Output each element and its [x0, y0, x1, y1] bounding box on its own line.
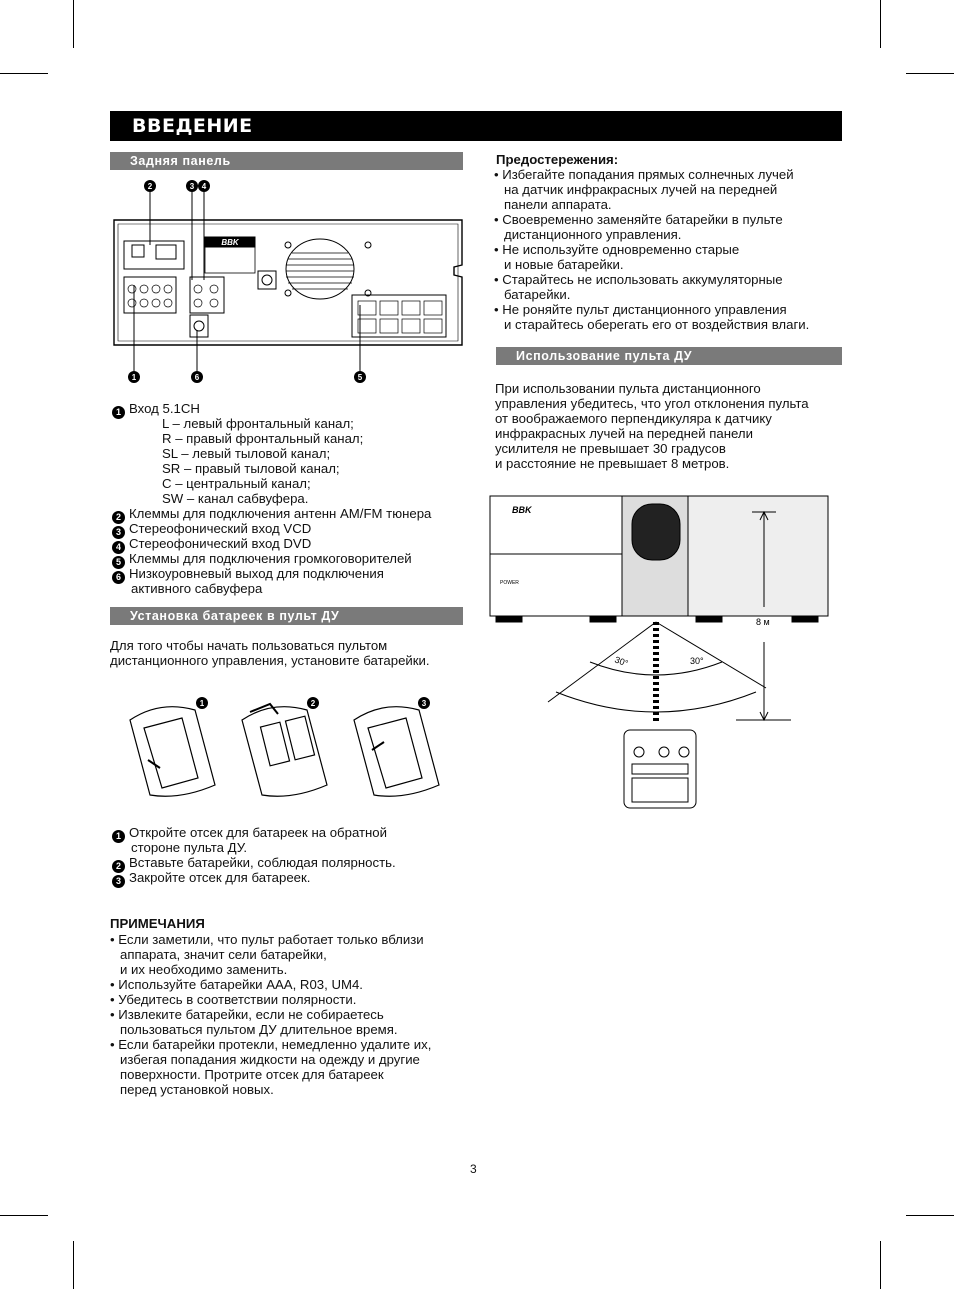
warning-line: панели аппарата.	[504, 197, 612, 212]
list-item	[112, 536, 431, 551]
number-badge: 3	[112, 526, 125, 539]
number-badge: 4	[112, 541, 125, 554]
list-item	[112, 431, 431, 446]
rear-panel-diagram	[110, 175, 470, 390]
remote-control	[624, 730, 696, 808]
angle-right-label: 30°	[690, 656, 704, 666]
list-item	[112, 855, 396, 870]
list-item	[112, 825, 396, 840]
crop-mark	[0, 1215, 48, 1216]
warning-line: • Своевременно заменяйте батарейки в пульте	[494, 212, 783, 227]
callout-label-4: 4	[201, 182, 207, 191]
callout-label-1: 1	[131, 373, 137, 382]
list-item	[112, 566, 431, 581]
batteries-heading: Установка батареек в пульт ДУ	[110, 607, 463, 625]
callout-label-3: 3	[189, 182, 195, 191]
list-item	[112, 840, 396, 855]
list-item-text: C – центральный канал;	[162, 476, 311, 491]
list-item	[112, 401, 431, 416]
warning-line: • Старайтесь не использовать аккумуляторные	[494, 272, 783, 287]
number-badge: 2	[112, 511, 125, 524]
rear-panel-list	[112, 401, 431, 596]
callout-label-5: 5	[357, 373, 363, 382]
crop-mark	[880, 0, 881, 48]
note-line: • Убедитесь в соответствии полярности.	[110, 992, 357, 1007]
remote-usage-paragraph	[495, 381, 809, 471]
list-item	[112, 521, 431, 536]
warning-line: • Не роняйте пульт дистанционного управления	[494, 302, 787, 317]
callout-label-2: 2	[147, 182, 153, 191]
list-item	[112, 506, 431, 521]
warning-line: и новые батарейки.	[504, 257, 624, 272]
batteries-intro-line: Для того чтобы начать пользоваться пультом	[110, 638, 388, 653]
paragraph-line: от воображаемого перпендикуляра к датчику	[495, 411, 772, 426]
warning-line: • Не используйте одновременно старые	[494, 242, 740, 257]
note-line: • Если батарейки протекли, немедленно удалите их,	[110, 1037, 432, 1052]
distance-label: 8 м	[756, 617, 770, 627]
left-unit	[490, 496, 622, 616]
paragraph-line: инфракрасных лучей на передней панели	[495, 426, 753, 441]
figure-label-2: 2	[310, 699, 316, 708]
angle-left-label: 30°	[613, 654, 630, 669]
number-badge: 6	[112, 571, 125, 584]
warning-line: дистанционного управления.	[504, 227, 682, 242]
list-item	[112, 446, 431, 461]
list-item	[112, 491, 431, 506]
rear-panel-heading: Задняя панель	[110, 152, 463, 170]
number-badge: 1	[112, 406, 125, 419]
notes-list	[110, 932, 431, 1097]
remote-usage-heading: Использование пульта ДУ	[496, 347, 842, 365]
crop-mark	[906, 73, 954, 74]
list-item-text: стороне пульта ДУ.	[131, 840, 248, 855]
paragraph-line: При использовании пульта дистанционного	[495, 381, 761, 396]
number-badge: 2	[112, 860, 125, 873]
note-line: избегая попадания жидкости на одежду и другие	[120, 1052, 420, 1067]
number-badge: 3	[112, 875, 125, 888]
remote-range-diagram	[486, 492, 836, 812]
power-label: POWER	[500, 580, 519, 586]
crop-mark	[880, 1241, 881, 1289]
page-title: ВВЕДЕНИЕ	[132, 115, 253, 137]
note-line: • Используйте батарейки AAA, R03, UM4.	[110, 977, 363, 992]
rear-panel-brand: BBK	[221, 238, 239, 247]
list-item-text: Клеммы для подключения антенн AM/FM тюнера	[129, 506, 432, 521]
number-badge: 5	[112, 556, 125, 569]
figure-label-1: 1	[199, 699, 205, 708]
list-item-text: R – правый фронтальный канал;	[162, 431, 364, 446]
list-item-text: SL – левый тыловой канал;	[162, 446, 331, 461]
note-line: и их необходимо заменить.	[120, 962, 288, 977]
warnings-heading: Предостережения:	[496, 152, 619, 167]
battery-steps	[112, 825, 396, 885]
list-item-text: Низкоуровневый выход для подключения	[129, 566, 384, 581]
page-number: 3	[470, 1162, 477, 1176]
paragraph-line: усилителя не превышает 30 градусов	[495, 441, 726, 456]
batteries-intro	[110, 638, 430, 668]
list-item-text: Вход 5.1CH	[129, 401, 200, 416]
callout-label-6: 6	[194, 373, 200, 382]
list-item-text: SW – канал сабвуфера.	[162, 491, 309, 506]
list-item	[112, 551, 431, 566]
page-title-banner	[110, 111, 842, 141]
list-item	[112, 476, 431, 491]
crop-mark	[0, 73, 48, 74]
crop-mark	[73, 1241, 74, 1289]
note-line: • Извлеките батарейки, если не собираетесь	[110, 1007, 384, 1022]
batteries-intro-line: дистанционного управления, установите батарейки.	[110, 653, 430, 668]
unit-brand: BBK	[512, 505, 532, 515]
list-item	[112, 461, 431, 476]
warning-line: на датчик инфракрасных лучей на передней	[504, 182, 778, 197]
number-badge: 1	[112, 830, 125, 843]
note-line: пользоваться пультом ДУ длительное время.	[120, 1022, 398, 1037]
note-line: поверхности. Протрите отсек для батареек	[120, 1067, 384, 1082]
list-item-text: активного сабвуфера	[131, 581, 263, 596]
warning-line: • Избегайте попадания прямых солнечных лучей	[494, 167, 794, 182]
list-item-text: Стереофонический вход DVD	[129, 536, 312, 551]
list-item	[112, 581, 431, 596]
list-item-text: Закройте отсек для батареек.	[129, 870, 311, 885]
list-item-text: Откройте отсек для батареек на обратной	[129, 825, 388, 840]
warning-line: батарейки.	[504, 287, 571, 302]
battery-installation-figures	[120, 690, 450, 800]
note-line: аппарата, значит сели батарейки,	[120, 947, 327, 962]
list-item-text: Клеммы для подключения громкоговорителей	[129, 551, 412, 566]
right-unit	[688, 496, 828, 616]
list-item-text: Стереофонический вход VCD	[129, 521, 312, 536]
crop-mark	[906, 1215, 954, 1216]
list-item-text: SR – правый тыловой канал;	[162, 461, 340, 476]
notes-heading: ПРИМЕЧАНИЯ	[110, 916, 205, 931]
note-line: • Если заметили, что пульт работает только вблизи	[110, 932, 424, 947]
list-item	[112, 416, 431, 431]
paragraph-line: управления убедитесь, что угол отклонения пульта	[495, 396, 809, 411]
warning-line: и старайтесь оберегать его от воздействия влаги.	[504, 317, 810, 332]
crop-mark	[73, 0, 74, 48]
note-line: перед установкой новых.	[120, 1082, 274, 1097]
list-item-text: Вставьте батарейки, соблюдая полярность.	[129, 855, 396, 870]
warnings-list	[494, 167, 809, 332]
paragraph-line: и расстояние не превышает 8 метров.	[495, 456, 730, 471]
list-item-text: L – левый фронтальный канал;	[162, 416, 354, 431]
list-item	[112, 870, 396, 885]
figure-label-3: 3	[421, 699, 427, 708]
